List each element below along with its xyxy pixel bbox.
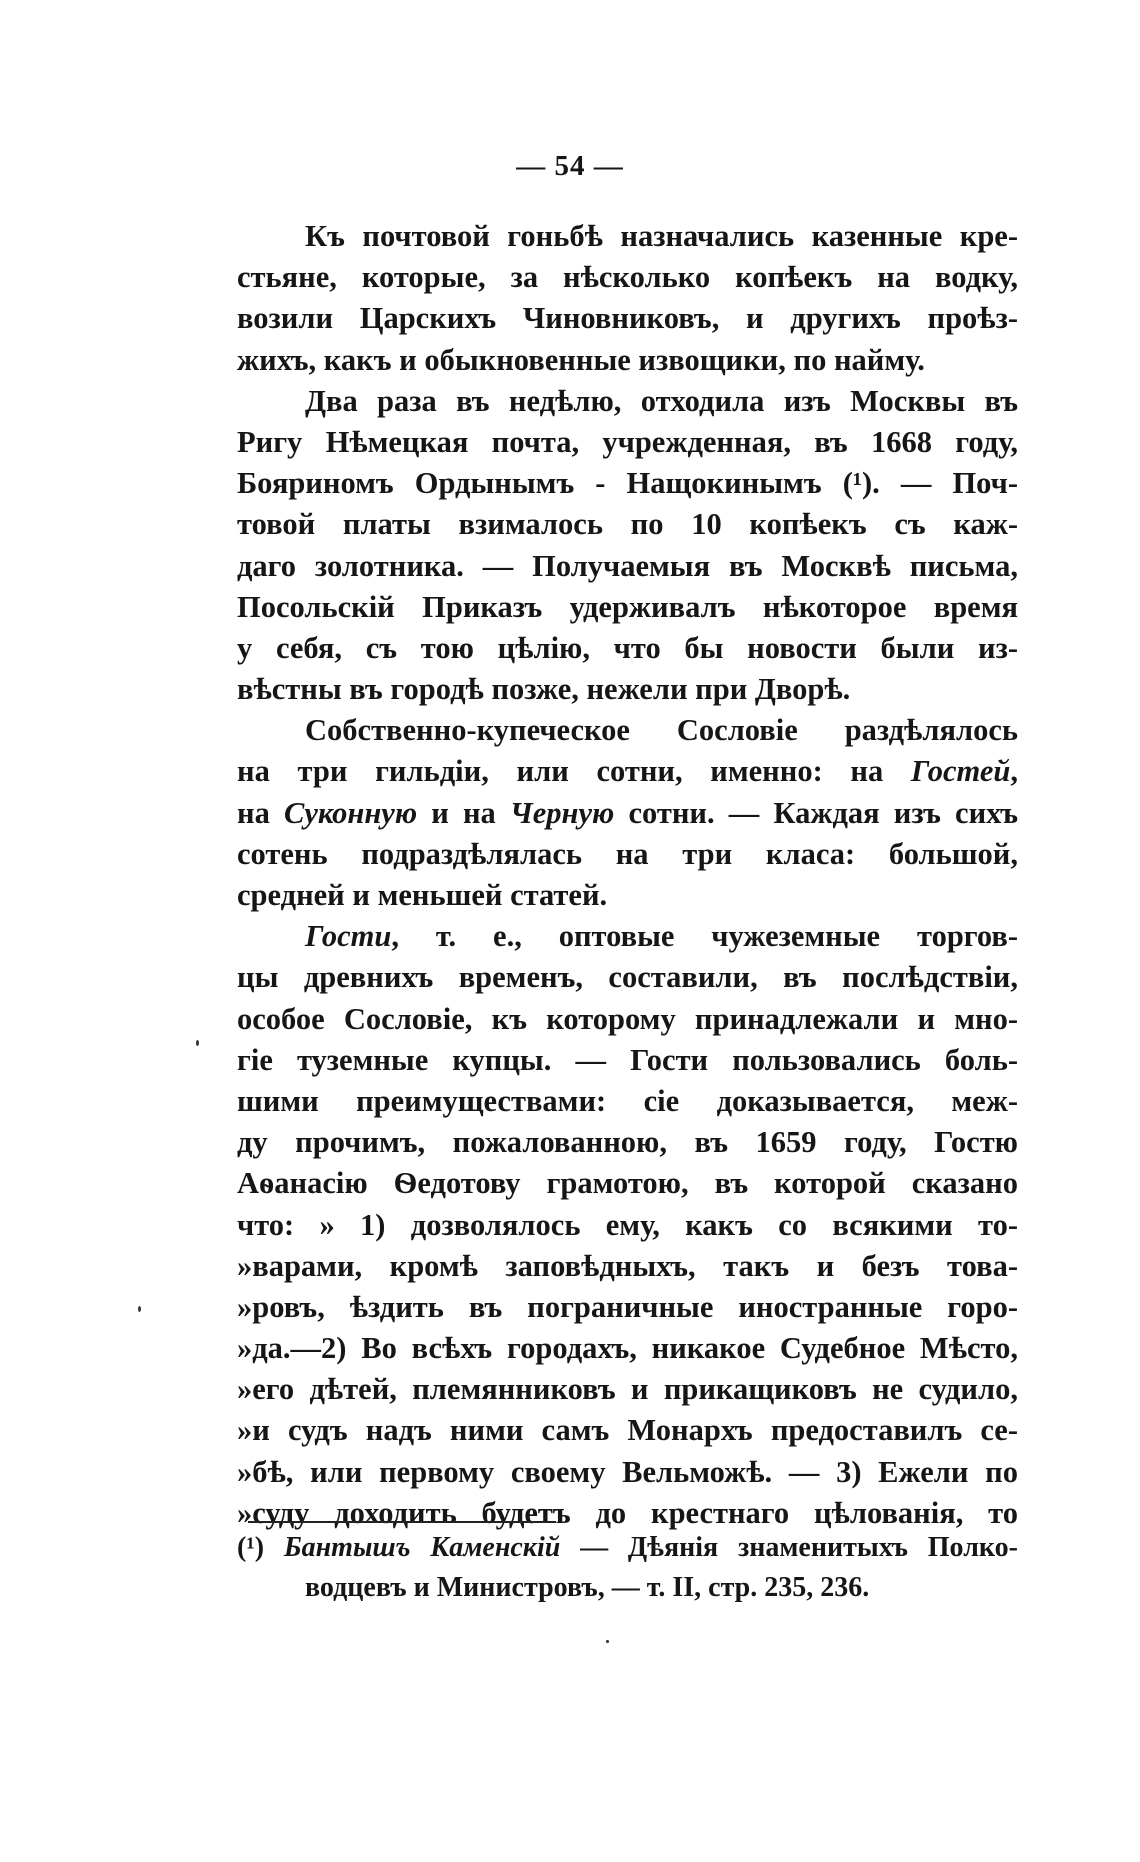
text-line xyxy=(237,216,1018,257)
footnote xyxy=(237,1528,1018,1608)
text-segment: сотни. — Каждая изъ сихъ xyxy=(614,795,1019,830)
text-line xyxy=(237,1287,1018,1328)
text-segment: Къ почтовой гоньбѣ назначались казенные кре- xyxy=(305,219,1018,253)
text-segment: Ригу Нѣмецкая почта, учрежденная, въ 1668 году, xyxy=(237,424,1018,459)
text-line xyxy=(237,381,1018,422)
text-segment: Аѳанасію Ѳедотову грамотою, въ которой сказано xyxy=(237,1166,1018,1201)
text-segment: товой платы взималось по 10 копѣекъ съ каж- xyxy=(237,507,1018,542)
text-line xyxy=(237,1122,1018,1163)
italic-text: Бантышъ Каменскій xyxy=(283,1532,561,1563)
page-number: — 54 — xyxy=(516,150,624,182)
text-segment: »его дѣтей, племянниковъ и прикащиковъ не судило, xyxy=(237,1372,1018,1407)
text-segment: Собственно-купеческое Сословіе раздѣлялось xyxy=(305,713,1018,748)
text-segment: особое Сословіе, къ которому принадлежали и мно- xyxy=(237,1001,1018,1036)
text-line xyxy=(237,587,1018,628)
text-line xyxy=(237,257,1018,298)
text-segment: , xyxy=(1010,754,1018,789)
text-segment: что: » 1) дозволялось ему, какъ со всякими то- xyxy=(237,1207,1018,1242)
scan-speck xyxy=(196,1040,199,1046)
text-line xyxy=(237,546,1018,587)
text-segment: Бояриномъ Ордынымъ - Нащокинымъ (¹). — Поч- xyxy=(237,466,1018,501)
text-line xyxy=(237,1369,1018,1410)
text-line xyxy=(237,999,1018,1040)
text-line xyxy=(237,1163,1018,1204)
text-segment: »суду доходить будетъ до крестнаго цѣлованія, то xyxy=(237,1495,1018,1530)
text-line xyxy=(237,1568,1018,1608)
text-segment: гіе туземные купцы. — Гости пользовались боль- xyxy=(237,1042,1018,1077)
text-line xyxy=(237,751,1018,792)
text-line xyxy=(237,422,1018,463)
text-segment: — Дѣянія знаменитыхъ Полко- xyxy=(560,1532,1018,1563)
text-line xyxy=(237,1410,1018,1451)
text-segment: жихъ, какъ и обыкновенные извощики, по найму. xyxy=(237,342,925,377)
text-segment: на xyxy=(237,795,284,830)
text-segment: даго золотника. — Получаемыя въ Москвѣ письма, xyxy=(237,548,1018,583)
text-segment: цы древнихъ временъ, составили, въ послѣдствіи, xyxy=(237,960,1018,995)
text-segment: (¹) xyxy=(237,1532,284,1563)
text-segment: и на xyxy=(417,795,510,830)
text-line xyxy=(237,628,1018,669)
text-segment: »бѣ, или первому своему Вельможѣ. — 3) Ежели по xyxy=(237,1454,1018,1489)
scan-speck xyxy=(138,1306,141,1312)
text-line xyxy=(237,875,1018,916)
text-line xyxy=(237,1081,1018,1122)
text-segment: »варами, кромѣ заповѣдныхъ, такъ и безъ това- xyxy=(237,1248,1018,1283)
text-line xyxy=(237,1040,1018,1081)
text-line xyxy=(237,916,1018,957)
italic-text: Суконную xyxy=(283,795,418,830)
text-line xyxy=(237,1246,1018,1287)
italic-text: Гости xyxy=(305,919,392,954)
text-segment: на три гильдіи, или сотни, именно: на xyxy=(237,754,911,789)
text-segment: возили Царскихъ Чиновниковъ, и другихъ проѣз- xyxy=(237,301,1018,336)
text-line xyxy=(237,504,1018,545)
text-line xyxy=(237,957,1018,998)
text-segment: Два раза въ недѣлю, отходила изъ Москвы въ xyxy=(305,383,1018,418)
text-segment: вѣстны въ городѣ позже, нежели при Дворѣ. xyxy=(237,672,851,707)
text-segment: средней и меньшей статей. xyxy=(237,878,608,912)
text-line xyxy=(237,1452,1018,1493)
italic-text: Черную xyxy=(509,795,615,830)
text-segment: водцевъ и Министровъ, — т. II, стр. 235, 236. xyxy=(305,1572,870,1603)
scan-speck xyxy=(606,1640,609,1643)
text-segment: »и судъ надъ ними самъ Монархъ предоставилъ се- xyxy=(237,1413,1018,1448)
text-segment: у себя, съ тою цѣлію, что бы новости были из- xyxy=(237,630,1018,665)
text-segment: »да.—2) Во всѣхъ городахъ, никакое Судебное Мѣсто, xyxy=(237,1331,1018,1366)
text-line xyxy=(237,1528,1018,1568)
text-segment: шими преимуществами: сіе доказывается, меж- xyxy=(237,1083,1018,1118)
text-segment: Посольскій Приказъ удерживалъ нѣкоторое время xyxy=(237,589,1018,624)
text-line xyxy=(237,710,1018,751)
italic-text: Гостей xyxy=(910,754,1011,789)
text-line xyxy=(237,463,1018,504)
text-line xyxy=(237,1205,1018,1246)
text-line xyxy=(237,298,1018,339)
text-line xyxy=(237,793,1018,834)
text-segment: »ровъ, ѣздить въ пограничные иностранные горо- xyxy=(237,1289,1018,1324)
text-line xyxy=(237,669,1018,710)
text-segment: стьяне, которые, за нѣсколько копѣекъ на водку, xyxy=(237,260,1018,295)
body-text xyxy=(237,216,1018,1534)
text-segment: сотень подраздѣлялась на три класа: большой, xyxy=(237,836,1018,871)
text-segment: , т. е., оптовые чужеземные торгов- xyxy=(391,919,1018,954)
text-line xyxy=(237,340,1018,381)
text-segment: ду прочимъ, пожалованною, въ 1659 году, Гостю xyxy=(237,1125,1018,1160)
text-line xyxy=(237,834,1018,875)
text-line xyxy=(237,1328,1018,1369)
footnote-rule xyxy=(248,1521,556,1523)
